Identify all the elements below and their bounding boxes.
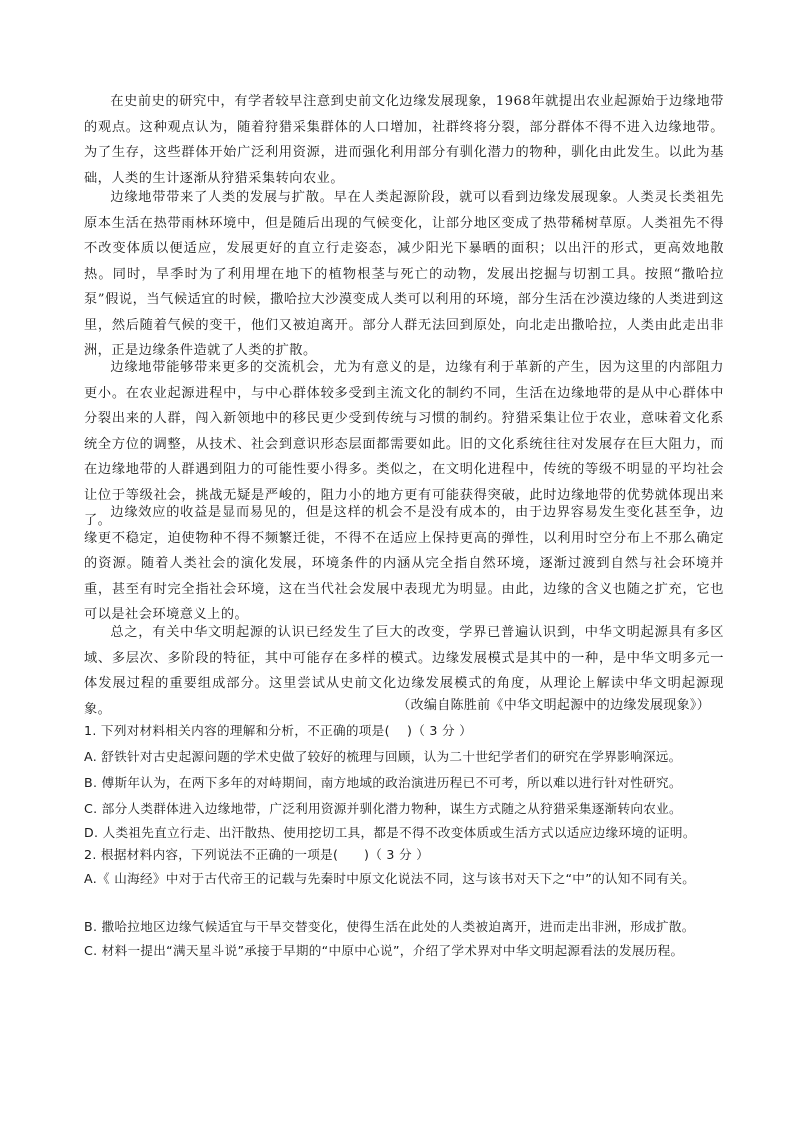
passage-paragraph-4: 边缘效应的收益是显而易见的，但是这样的机会不是没有成本的，由于边界容易发生变化甚至争，边缘更不稳定，迫使物种不得不频繁迁徙，不得不在适应上保持更高的弹性，以利用时空分布上不那么确定的资源。随着人类社会的演化发展，环境条件的内涵从完全指自然环境，逐渐过渡到自然与社会环境并重，甚至有时完全指社会环境，这在当代社会发展中表现尤为明显。由此，边缘的含义也随之扩充，它也可以是社会环境意义上的。 — [84, 505, 724, 622]
question-1-option-d: D. 人类祖先直立行走、出汗散热、使用挖切工具，都是不得不改变体质或生活方式以适应边缘环境的证明。 — [84, 825, 696, 840]
passage-paragraph-3: 边缘地带能够带来更多的交流机会，尤为有意义的是，边缘有利于革新的产生，因为这里的内部阻力更小。在农业起源进程中，与中心群体较多受到主流文化的制约不同，生活在边缘地带的是从中心群体中分裂出来的人群，闯入新领地中的移民更少受到传统与习惯的制约。狩猎采集让位于农业，意味着文化系统全方位的调整，从技术、社会到意识形态层面都需要如此。旧的文化系统往往对发展存在巨大阻力，而在边缘地带的人群遇到阻力的可能性要小得多。类似之，在文明化进程中，传统的等级不明显的平均社会让位于等级社会，挑战无疑是严峻的，阻力小的地方更有可能获得突破，此时边缘地带的优势就体现出来了。 — [84, 360, 724, 528]
passage-paragraph-2: 边缘地带带来了人类的发展与扩散。早在人类起源阶段，就可以看到边缘发展现象。人类灵长类祖先原本生活在热带雨林环境中，但是随后出现的气候变化，让部分地区变成了热带稀树草原。人类祖先不得不改变体质以便适应，发展更好的直立行走姿态，减少阳光下暴晒的面积；以出汗的形式，更高效地散热。同时，旱季时为了利用埋在地下的植物根茎与死亡的动物，发展出挖掘与切割工具。按照“撒哈拉泵”假说，当气候适宜的时候，撒哈拉大沙漠变成人类可以利用的环境，部分生活在沙漠边缘的人类进到这里，然后随着气候的变干，他们又被迫离开。部分人群无法回到原处，向北走出撒哈拉，人类由此走出非洲，正是边缘条件造就了人类的扩散。 — [84, 190, 724, 358]
question-2-stem: 2. 根据材料内容，下列说法不正确的一项是( )（ 3 分 ） — [84, 847, 430, 862]
question-1-option-a: A. 舒铁针对古史起源问题的学术史做了较好的梳理与回顾，认为二十世纪学者们的研究在学界影响深远。 — [84, 749, 682, 764]
passage-source: （改编自陈胜前《中华文明起源中的边缘发展现象》） — [397, 698, 710, 713]
passage-paragraph-1: 在史前史的研究中，有学者较早注意到史前文化边缘发展现象，1968年就提出农业起源始于边缘地带的观点。这种观点认为，随着狩猎采集群体的人口增加，社群终将分裂，部分群体不得不进入边缘地带。为了生存，这些群体开始广泛利用资源，进而强化利用部分有驯化潜力的物种，驯化由此发生。以此为基础，人类的生计逐渐从狩猎采集转向农业。 — [84, 94, 724, 186]
question-2-option-a: A.《 山海经》中对于古代帝王的记载与先秦时中原文化说法不同，这与该书对天下之“中”的认知不同有关。 — [84, 871, 696, 886]
question-1-stem: 1. 下列对材料相关内容的理解和分析，不正确的项是( )（ 3 分 ） — [84, 723, 473, 738]
question-1-option-b: B. 傅斯年认为，在两下多年的对峙期间，南方地域的政治演进历程已不可考，所以难以进行针对性研究。 — [84, 775, 682, 790]
question-2-option-b: B. 撒哈拉地区边缘气候适宜与干旱交替变化，使得生活在此处的人类被迫离开，进而走出非洲，形成扩散。 — [84, 919, 695, 934]
passage-paragraph-5: 总之，有关中华文明起源的认识已经发生了巨大的改变，学界已普遍认识到，中华文明起源具有多区域、多层次、多阶段的特征，其中可能存在多样的模式。边缘发展模式是其中的一种，是中华文明多元一体发展过程的重要组成部分。这里尝试从史前文化边缘发展模式的角度，从理论上解读中华文明起源现象。 — [84, 625, 724, 717]
question-2-option-c: C. 材料一提出“满天星斗说”承接于早期的“中原中心说”，介绍了学术界对中华文明起源看法的发展历程。 — [84, 943, 684, 958]
question-1-option-c: C. 部分人类群体进入边缘地带，广泛利用资源并驯化潜力物种，谋生方式随之从狩猎采集逐渐转向农业。 — [84, 801, 682, 816]
